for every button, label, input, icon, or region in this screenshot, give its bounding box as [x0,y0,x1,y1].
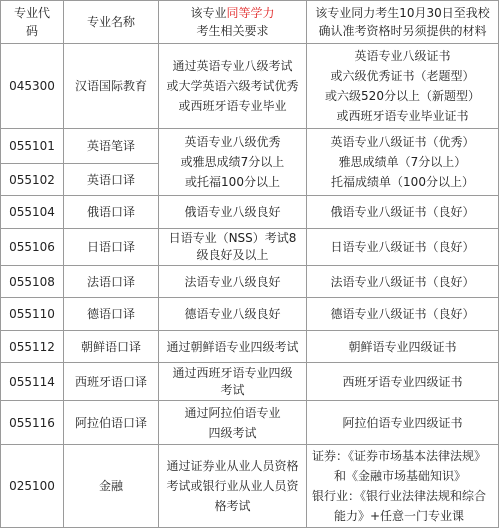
code-text: 055110 [9,307,55,321]
requirement-line: 格考试 [214,499,251,513]
header-name-text: 专业名称 [86,15,135,29]
code-text: 055116 [9,415,55,430]
row-certificate [307,298,498,330]
row-certificate [307,129,498,195]
requirement-line: 考试 [220,382,245,397]
certificate-line: 能力》+任意一门专业课 [334,509,465,523]
header-certificate-line-2: 确认准考资格时另须提供的材料 [318,24,487,38]
certificate-line: 英语专业八级证书 [354,49,451,63]
requirement-line: 通过阿拉伯语专业 [184,405,281,420]
requirement-line: 俄语专业八级良好 [184,205,281,219]
row-name [64,129,158,163]
row-requirement [159,44,306,128]
row-requirement [159,331,306,362]
certificate-line: 阿拉伯语专业四级证书 [342,415,463,430]
requirement-line: 或西班牙语专业毕业 [178,99,287,113]
row-code [1,331,63,362]
name-text: 朝鲜语口译 [80,339,141,354]
requirement-line: 通过证券业从业人员资格 [166,459,299,473]
row-requirement [159,229,306,265]
header-requirement-line-1 [190,4,274,22]
row-certificate [307,331,498,362]
name-text: 法语口译 [86,274,135,289]
requirement-line: 或雅思成绩7分以上 [180,155,285,169]
certificate-line: 或六级优秀证书（老题型） [330,69,475,83]
header-requirement-line-2: 考生相关要求 [196,24,269,38]
requirement-line: 通过西班牙语专业四级 [172,365,293,380]
requirement-line: 或托福100分以上 [185,175,280,189]
certificate-line: 托福成绩单（100分以上） [331,175,474,189]
name-text: 俄语口译 [86,205,135,219]
code-text: 055101 [9,139,55,153]
certificate-line: 英语专业八级证书（优秀） [330,135,475,149]
code-text: 055102 [9,172,55,187]
requirement-line: 通过朝鲜语专业四级考试 [166,339,299,354]
name-text: 日语口译 [86,240,135,254]
row-name [64,44,158,128]
code-text: 055106 [9,240,55,254]
row-code [1,196,63,228]
row-name [64,401,158,444]
header-requirement-highlight: 同等学力 [226,6,275,20]
row-certificate [307,363,498,400]
certificate-line: 证券：《证券市场基本法律法规》 [312,449,487,463]
requirement-line: 级良好及以上 [196,248,269,262]
row-requirement [159,401,306,444]
row-certificate [307,266,498,297]
row-name [64,266,158,297]
row-name [64,229,158,265]
certificate-line: 法语专业八级证书（良好） [330,274,475,289]
row-requirement [159,266,306,297]
requirement-line: 或大学英语六级考试优秀 [166,79,299,93]
row-code [1,445,63,527]
requirement-line: 四级考试 [208,425,257,440]
header-requirement-prefix: 该专业 [190,6,227,20]
certificate-line: 雅思成绩单（7分以上） [338,155,467,169]
header-requirement [159,1,306,43]
row-code [1,229,63,265]
row-requirement [159,129,306,195]
certificate-line: 日语专业八级证书（良好） [330,240,475,254]
row-requirement [159,363,306,400]
certificate-line: 银行业：《银行业法律法规和综合 [312,489,487,503]
row-code [1,129,63,163]
requirement-line: 通过英语专业八级考试 [172,59,293,73]
row-name [64,196,158,228]
code-text: 055114 [9,374,55,389]
header-code [1,1,63,43]
name-text: 汉语国际教育 [74,79,147,93]
certificate-line: 西班牙语专业四级证书 [342,374,463,389]
row-code [1,401,63,444]
row-name [64,363,158,400]
certificate-line: 或西班牙语专业毕业证书 [336,109,469,123]
code-text: 055108 [9,274,55,289]
row-code [1,266,63,297]
name-text: 德语口译 [86,307,135,321]
row-requirement [159,298,306,330]
row-certificate [312,445,496,527]
requirement-line: 德语专业八级良好 [184,307,281,321]
row-name [64,331,158,362]
name-text: 金融 [98,479,123,493]
requirement-line: 法语专业八级良好 [184,274,281,289]
header-name [64,1,158,43]
row-code [1,164,63,195]
certificate-line: 或六级520分以上（新题型） [325,89,480,103]
name-text: 西班牙语口译 [74,374,147,389]
header-code-line-2: 码 [25,24,38,38]
code-text: 025100 [9,479,55,493]
row-code [1,298,63,330]
header-certificate [307,1,498,43]
row-name [64,298,158,330]
row-name [64,164,158,195]
certificate-line: 朝鲜语专业四级证书 [348,339,457,354]
certificate-line: 和《金融市场基础知识》 [334,469,467,483]
code-text: 055104 [9,205,55,219]
requirement-line: 日语专业（NSS）考试8 [168,231,297,245]
row-certificate [307,44,498,128]
name-text: 英语口译 [86,172,135,187]
code-text: 055112 [9,339,55,354]
name-text: 英语笔译 [86,139,135,153]
row-certificate [307,229,498,265]
requirement-line: 考试或银行业从业人员资 [166,479,299,493]
requirement-line: 英语专业八级优秀 [184,135,281,149]
row-name [64,445,158,527]
row-certificate [307,401,498,444]
row-certificate [307,196,498,228]
header-certificate-line-1: 该专业同力考生10月30日至我校 [315,6,490,20]
header-code-line-1: 专业代 [13,6,50,20]
name-text: 阿拉伯语口译 [74,415,147,430]
row-code [1,363,63,400]
row-requirement [159,196,306,228]
certificate-line: 德语专业八级证书（良好） [330,307,475,321]
row-code [1,44,63,128]
row-requirement [159,445,306,527]
certificate-line: 俄语专业八级证书（良好） [330,205,475,219]
code-text: 045300 [9,79,55,93]
